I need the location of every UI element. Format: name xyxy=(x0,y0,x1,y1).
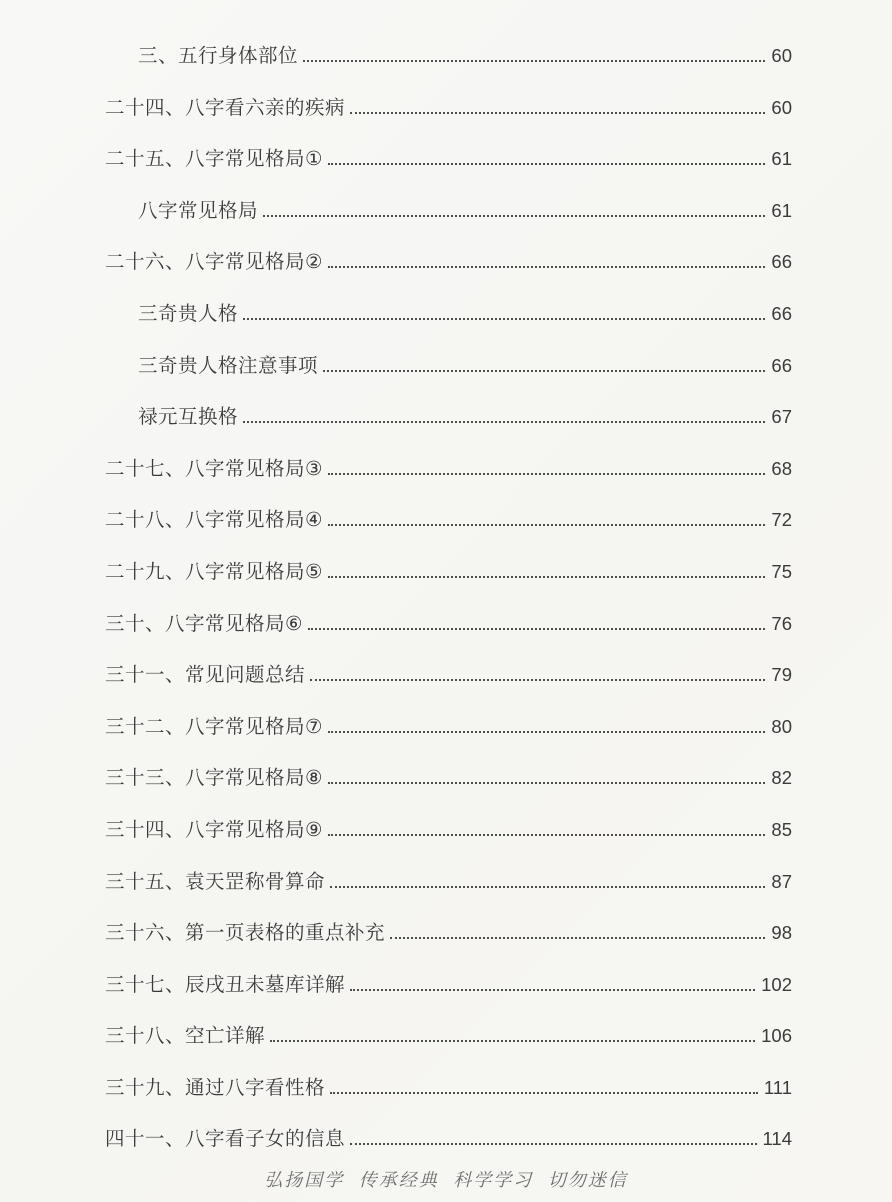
toc-row xyxy=(105,697,792,749)
toc-row xyxy=(105,645,792,697)
toc-dot-leader xyxy=(243,318,765,320)
toc-entry-label: 三、五行身体部位 xyxy=(138,45,299,67)
toc-row xyxy=(105,1109,792,1161)
toc-row xyxy=(105,387,792,439)
toc-dot-leader xyxy=(310,679,765,681)
toc-dot-leader xyxy=(328,731,765,733)
toc-entry-page-number: 61 xyxy=(771,199,792,221)
toc-dot-leader xyxy=(328,266,765,268)
toc-row xyxy=(105,852,792,904)
toc-row xyxy=(105,181,792,233)
toc-entry-page-number: 87 xyxy=(771,870,792,892)
toc-row xyxy=(105,955,792,1007)
toc-entry-page-number: 66 xyxy=(771,251,792,273)
toc-entry-page-number: 106 xyxy=(761,1025,792,1047)
toc-row xyxy=(105,748,792,800)
toc-entry-page-number: 85 xyxy=(771,818,792,840)
toc-entry-label: 三奇贵人格注意事项 xyxy=(138,354,319,377)
toc-entry-label: 二十六、八字常见格局② xyxy=(105,251,323,274)
toc-dot-leader xyxy=(328,524,765,526)
toc-dot-leader xyxy=(328,163,765,165)
toc-dot-leader xyxy=(350,1143,756,1145)
toc-row xyxy=(105,284,792,336)
toc-row xyxy=(105,1058,792,1110)
toc-entry-page-number: 80 xyxy=(771,715,792,737)
toc-entry-page-number: 79 xyxy=(771,664,792,686)
toc-row xyxy=(105,490,792,542)
toc-dot-leader xyxy=(308,628,765,630)
toc-dot-leader xyxy=(330,886,765,888)
toc-dot-leader xyxy=(390,937,765,939)
toc-dot-leader xyxy=(303,60,765,62)
toc-entry-label: 二十八、八字常见格局④ xyxy=(105,509,323,532)
toc-row xyxy=(105,439,792,491)
toc-dot-leader xyxy=(323,370,765,372)
toc-row xyxy=(105,26,792,78)
toc-entry-page-number: 66 xyxy=(771,354,792,376)
toc-entry-label: 二十四、八字看六亲的疾病 xyxy=(105,96,346,119)
toc-dot-leader xyxy=(328,576,765,578)
toc-row xyxy=(105,78,792,130)
toc-dot-leader xyxy=(263,215,765,217)
toc-entry-page-number: 67 xyxy=(771,406,792,428)
toc-dot-leader xyxy=(270,1040,755,1042)
toc-dot-leader xyxy=(328,834,765,836)
toc-entry-label: 三十八、空亡详解 xyxy=(105,1025,266,1048)
toc-entry-label: 三十二、八字常见格局⑦ xyxy=(105,715,323,738)
toc-entry-label: 二十七、八字常见格局③ xyxy=(105,457,323,480)
toc-entry-page-number: 60 xyxy=(771,96,792,118)
toc-dot-leader xyxy=(328,782,765,784)
toc-entry-label: 三十五、袁天罡称骨算命 xyxy=(105,870,326,893)
toc-entry-label: 三奇贵人格 xyxy=(138,302,239,325)
toc-entry-page-number: 68 xyxy=(771,457,792,479)
toc-row xyxy=(105,594,792,646)
toc-entry-page-number: 76 xyxy=(771,612,792,634)
toc-entry-page-number: 75 xyxy=(771,560,792,582)
toc-dot-leader xyxy=(330,1092,758,1094)
toc-row xyxy=(105,800,792,852)
toc-row xyxy=(105,129,792,181)
toc-entry-page-number: 60 xyxy=(771,45,792,66)
toc-entry-label: 八字常见格局 xyxy=(138,199,259,222)
toc-entry-page-number: 114 xyxy=(762,1128,792,1150)
toc-entry-page-number: 102 xyxy=(761,973,792,995)
toc-entry-page-number: 72 xyxy=(771,509,792,531)
toc-entry-label: 二十五、八字常见格局① xyxy=(105,148,323,171)
toc-entry-label: 三十三、八字常见格局⑧ xyxy=(105,767,323,790)
toc-entry-label: 四十一、八字看子女的信息 xyxy=(105,1128,346,1151)
toc-entry-label: 二十九、八字常见格局⑤ xyxy=(105,560,323,583)
toc-entry-label: 三十四、八字常见格局⑨ xyxy=(105,818,323,841)
toc-entry-page-number: 98 xyxy=(771,922,792,944)
toc-entry-label: 三十九、通过八字看性格 xyxy=(105,1076,326,1099)
toc-entry-label: 三十六、第一页表格的重点补充 xyxy=(105,922,386,945)
toc-entry-page-number: 111 xyxy=(763,1076,792,1098)
page-footer-motto: 弘扬国学 传承经典 科学学习 切勿迷信 xyxy=(264,1170,628,1190)
toc-entry-page-number: 82 xyxy=(771,767,792,789)
toc-row xyxy=(105,232,792,284)
toc-entry-label: 禄元互换格 xyxy=(138,406,239,429)
toc-dot-leader xyxy=(350,989,755,991)
toc-dot-leader xyxy=(243,421,765,423)
toc-entry-label: 三十一、常见问题总结 xyxy=(105,664,306,687)
toc-entry-label: 三十、八字常见格局⑥ xyxy=(105,612,303,635)
toc-row xyxy=(105,903,792,955)
toc-row xyxy=(105,1006,792,1058)
toc-row xyxy=(105,336,792,388)
toc-entry-page-number: 61 xyxy=(771,148,792,170)
toc-row xyxy=(105,542,792,594)
toc-dot-leader xyxy=(350,112,765,114)
toc-entry-page-number: 66 xyxy=(771,302,792,324)
toc-entry-label: 三十七、辰戌丑未墓库详解 xyxy=(105,973,346,996)
toc-dot-leader xyxy=(328,473,765,475)
